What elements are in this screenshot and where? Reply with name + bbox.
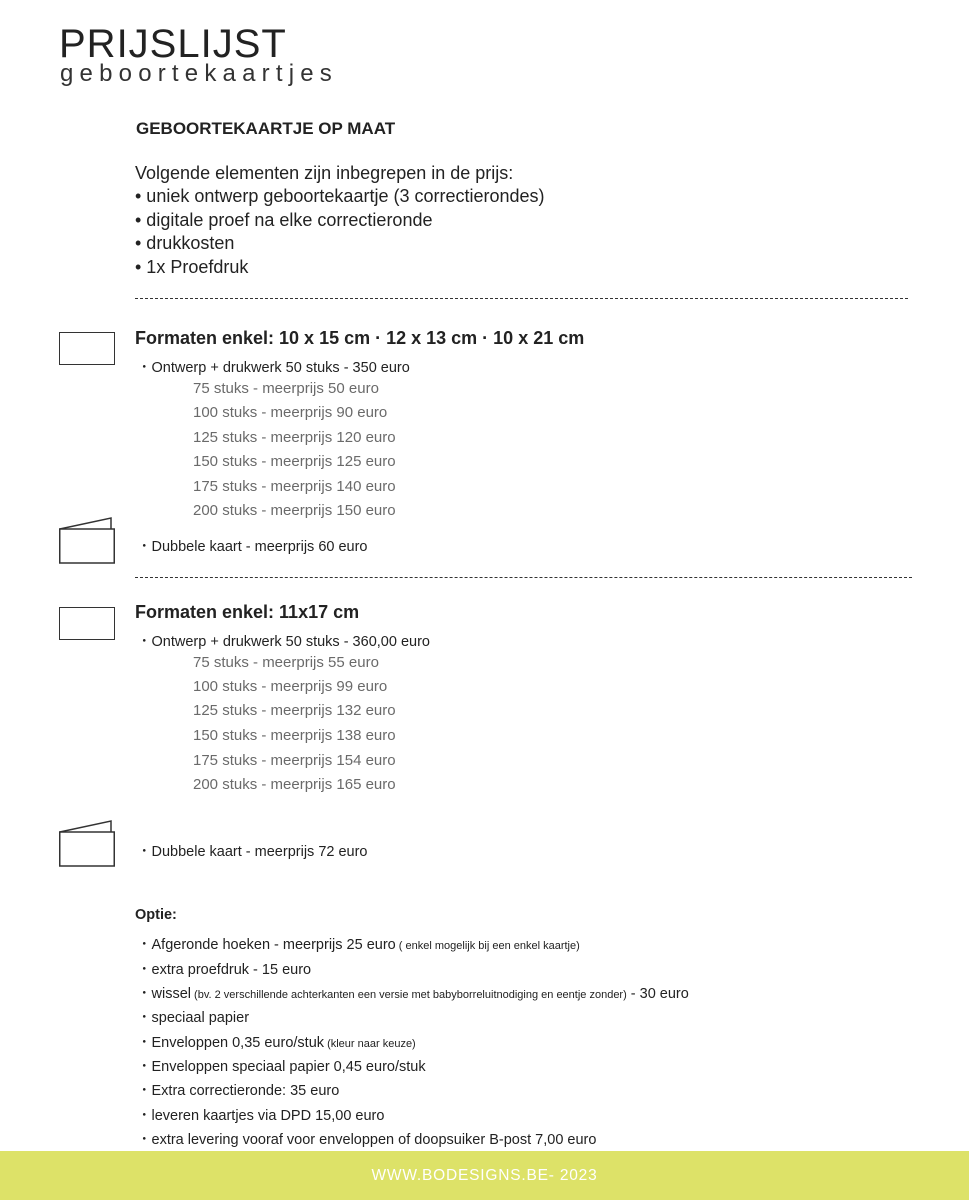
flat-card-icon: [59, 332, 115, 365]
options-title: Optie:: [135, 907, 177, 923]
intro-bullet: • uniek ontwerp geboortekaartje (3 correctierondes): [135, 186, 545, 206]
folded-card-icon: [59, 820, 115, 867]
option-item: ・leveren kaartjes via DPD 15,00 euro: [137, 1108, 385, 1124]
extra-price: 75 stuks - meerprijs 55 euro: [193, 654, 379, 671]
extra-price: 150 stuks - meerprijs 138 euro: [193, 727, 396, 744]
option-item: ・wissel (bv. 2 verschillende achterkanten een versie met babyborreluitnodiging en eentje zonder) - 30 euro: [137, 986, 689, 1002]
extra-price: 75 stuks - meerprijs 50 euro: [193, 380, 379, 397]
extra-price: 125 stuks - meerprijs 120 euro: [193, 429, 396, 446]
base-price: ・Ontwerp + drukwerk 50 stuks - 350 euro: [137, 360, 410, 376]
intro-bullet: • 1x Proefdruk: [135, 257, 249, 277]
intro-bullet: • drukkosten: [135, 233, 235, 253]
option-item: ・Extra correctieronde: 35 euro: [137, 1083, 340, 1099]
dashed-divider: [135, 577, 912, 578]
extra-price: 150 stuks - meerprijs 125 euro: [193, 453, 396, 470]
page-subtitle: geboortekaartjes: [60, 60, 338, 87]
page-title: PRIJSLIJST: [59, 22, 287, 66]
option-item: ・extra levering vooraf voor enveloppen of doopsuiker B-post 7,00 euro: [137, 1132, 597, 1148]
extra-price: 100 stuks - meerprijs 90 euro: [193, 404, 388, 421]
flat-card-icon: [59, 607, 115, 640]
double-card-price: ・Dubbele kaart - meerprijs 60 euro: [137, 539, 368, 555]
footer-website[interactable]: WWW.BODESIGNS.BE- 2023: [371, 1166, 598, 1184]
section-heading: GEBOORTEKAARTJE OP MAAT: [136, 119, 396, 138]
format-title: Formaten enkel: 10 x 15 cm · 12 x 13 cm · 10 x 21 cm: [135, 328, 585, 348]
extra-price: 100 stuks - meerprijs 99 euro: [193, 678, 388, 695]
intro-line: Volgende elementen zijn inbegrepen in de prijs:: [135, 163, 514, 183]
footer-band: [0, 1151, 969, 1200]
option-item: ・Enveloppen 0,35 euro/stuk (kleur naar keuze): [137, 1035, 416, 1051]
extra-price: 125 stuks - meerprijs 132 euro: [193, 702, 396, 719]
option-item: ・extra proefdruk - 15 euro: [137, 962, 312, 978]
intro-bullet: • digitale proef na elke correctieronde: [135, 210, 433, 230]
extra-price: 175 stuks - meerprijs 154 euro: [193, 752, 396, 769]
option-item: ・Afgeronde hoeken - meerprijs 25 euro ( enkel mogelijk bij een enkel kaartje): [137, 937, 580, 953]
option-item: ・speciaal papier: [137, 1010, 250, 1026]
extra-price: 175 stuks - meerprijs 140 euro: [193, 478, 396, 495]
folded-card-icon: [59, 517, 115, 564]
format-title: Formaten enkel: 11x17 cm: [135, 602, 360, 622]
extra-price: 200 stuks - meerprijs 150 euro: [193, 502, 396, 519]
extra-price: 200 stuks - meerprijs 165 euro: [193, 776, 396, 793]
double-card-price: ・Dubbele kaart - meerprijs 72 euro: [137, 844, 368, 860]
option-item: ・Enveloppen speciaal papier 0,45 euro/stuk: [137, 1059, 426, 1075]
base-price: ・Ontwerp + drukwerk 50 stuks - 360,00 euro: [137, 634, 430, 650]
dashed-divider: [135, 298, 908, 299]
